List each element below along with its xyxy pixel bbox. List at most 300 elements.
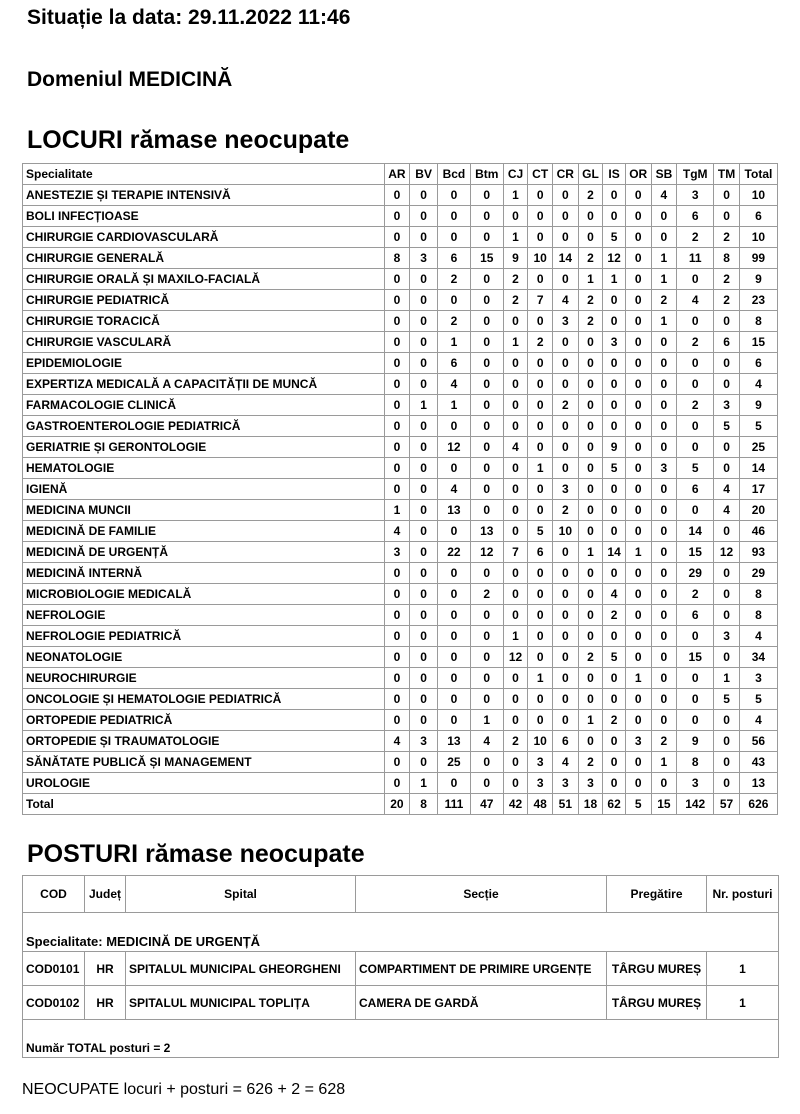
count-cell: 6 [552, 731, 578, 752]
col-header-tm: TM [714, 164, 740, 185]
count-cell: 8 [739, 311, 777, 332]
count-cell: 1 [651, 269, 677, 290]
count-cell: 0 [714, 458, 740, 479]
count-cell: 17 [739, 479, 777, 500]
count-cell: 0 [552, 647, 578, 668]
count-cell: 43 [739, 752, 777, 773]
count-cell: 0 [651, 395, 677, 416]
count-cell: 0 [470, 395, 503, 416]
count-cell: 6 [677, 206, 714, 227]
table-row [23, 773, 778, 794]
count-cell: 10 [528, 731, 553, 752]
count-cell: 11 [677, 248, 714, 269]
count-cell: 6 [437, 248, 470, 269]
count-cell: 0 [625, 521, 651, 542]
count-cell: 0 [528, 479, 553, 500]
count-cell: 0 [625, 185, 651, 206]
count-cell: 0 [437, 626, 470, 647]
count-cell: 2 [578, 290, 603, 311]
count-cell: 0 [677, 353, 714, 374]
count-cell: 0 [470, 269, 503, 290]
count-cell: 13 [470, 521, 503, 542]
count-cell: 0 [714, 437, 740, 458]
col-header-ar: AR [384, 164, 410, 185]
count-cell: 1 [437, 332, 470, 353]
table-row [23, 521, 778, 542]
count-cell: 0 [625, 311, 651, 332]
count-cell: 4 [603, 584, 626, 605]
count-cell: 2 [603, 710, 626, 731]
count-cell: 0 [603, 290, 626, 311]
count-cell: 0 [410, 437, 438, 458]
count-cell: 1 [528, 668, 553, 689]
table-row [23, 752, 778, 773]
count-cell: 0 [625, 248, 651, 269]
count-cell: 2 [437, 269, 470, 290]
count-cell: 5 [739, 416, 777, 437]
count-cell: 0 [714, 311, 740, 332]
count-cell: 0 [470, 563, 503, 584]
specialitate-label: Specialitate: MEDICINĂ DE URGENȚĂ [23, 913, 779, 952]
count-cell: 0 [503, 563, 528, 584]
count-cell: 0 [651, 353, 677, 374]
count-cell: 3 [603, 332, 626, 353]
count-cell: 3 [410, 248, 438, 269]
total-row [23, 794, 778, 815]
count-cell: 0 [528, 269, 553, 290]
count-cell: 9 [739, 395, 777, 416]
count-cell: 0 [503, 374, 528, 395]
count-cell: 4 [503, 437, 528, 458]
post-spital: SPITALUL MUNICIPAL GHEORGHENI [126, 952, 356, 986]
count-cell: 8 [410, 794, 438, 815]
count-cell: 14 [552, 248, 578, 269]
count-cell: 0 [503, 416, 528, 437]
count-cell: 15 [651, 794, 677, 815]
specialitate-cell: CHIRURGIE ORALĂ ȘI MAXILO-FACIALĂ [23, 269, 385, 290]
col-header-spital: Spital [126, 876, 356, 913]
count-cell: 0 [552, 332, 578, 353]
count-cell: 0 [470, 752, 503, 773]
count-cell: 5 [603, 647, 626, 668]
count-cell: 0 [578, 479, 603, 500]
count-cell: 0 [578, 521, 603, 542]
count-cell: 0 [578, 227, 603, 248]
count-cell: 0 [625, 584, 651, 605]
specialitate-cell: ORTOPEDIE PEDIATRICĂ [23, 710, 385, 731]
count-cell: 2 [677, 332, 714, 353]
count-cell: 0 [503, 668, 528, 689]
count-cell: 0 [625, 206, 651, 227]
count-cell: 2 [677, 395, 714, 416]
posturi-total-row [23, 1020, 779, 1058]
count-cell: 5 [625, 794, 651, 815]
count-cell: 0 [552, 710, 578, 731]
count-cell: 0 [437, 584, 470, 605]
count-cell: 0 [384, 710, 410, 731]
specialitate-cell: CHIRURGIE CARDIOVASCULARĂ [23, 227, 385, 248]
count-cell: 0 [651, 227, 677, 248]
table-row [23, 416, 778, 437]
count-cell: 6 [437, 353, 470, 374]
count-cell: 1 [578, 542, 603, 563]
count-cell: 3 [410, 731, 438, 752]
specialitate-cell: MICROBIOLOGIE MEDICALĂ [23, 584, 385, 605]
count-cell: 0 [714, 731, 740, 752]
neocupate-summary: NEOCUPATE locuri + posturi = 626 + 2 = 628 [22, 1081, 346, 1098]
col-header-cj: CJ [503, 164, 528, 185]
count-cell: 0 [410, 626, 438, 647]
count-cell: 2 [651, 290, 677, 311]
specialitate-cell: SĂNĂTATE PUBLICĂ ȘI MANAGEMENT [23, 752, 385, 773]
count-cell: 0 [503, 311, 528, 332]
count-cell: 3 [528, 773, 553, 794]
count-cell: 8 [384, 248, 410, 269]
count-cell: 0 [470, 479, 503, 500]
count-cell: 0 [603, 416, 626, 437]
count-cell: 3 [552, 773, 578, 794]
count-cell: 111 [437, 794, 470, 815]
specialitate-cell: EXPERTIZA MEDICALĂ A CAPACITĂȚII DE MUNCĂ [23, 374, 385, 395]
post-pregatire: TÂRGU MUREȘ [607, 952, 707, 986]
count-cell: 1 [625, 542, 651, 563]
count-cell: 14 [677, 521, 714, 542]
count-cell: 0 [578, 605, 603, 626]
count-cell: 3 [552, 479, 578, 500]
count-cell: 4 [739, 626, 777, 647]
count-cell: 2 [578, 185, 603, 206]
count-cell: 0 [552, 584, 578, 605]
specialitate-cell: CHIRURGIE VASCULARĂ [23, 332, 385, 353]
specialitate-cell: HEMATOLOGIE [23, 458, 385, 479]
count-cell: 0 [677, 269, 714, 290]
count-cell: 0 [603, 752, 626, 773]
table-row [23, 605, 778, 626]
situation-date-heading: Situație la data: 29.11.2022 11:46 [27, 6, 351, 29]
count-cell: 4 [437, 374, 470, 395]
specialitate-cell: MEDICINĂ INTERNĂ [23, 563, 385, 584]
count-cell: 0 [552, 542, 578, 563]
count-cell: 0 [437, 290, 470, 311]
count-cell: 0 [677, 689, 714, 710]
count-cell: 0 [651, 668, 677, 689]
count-cell: 0 [384, 626, 410, 647]
col-header-bcd: Bcd [437, 164, 470, 185]
count-cell: 4 [552, 752, 578, 773]
count-cell: 0 [625, 437, 651, 458]
specialitate-cell: CHIRURGIE GENERALĂ [23, 248, 385, 269]
count-cell: 9 [677, 731, 714, 752]
specialitate-cell: MEDICINA MUNCII [23, 500, 385, 521]
count-cell: 0 [603, 773, 626, 794]
count-cell: 25 [739, 437, 777, 458]
count-cell: 0 [528, 206, 553, 227]
posturi-section-title: POSTURI rămase neocupate [27, 840, 365, 868]
count-cell: 8 [739, 584, 777, 605]
count-cell: 0 [384, 563, 410, 584]
count-cell: 0 [603, 731, 626, 752]
count-cell: 5 [739, 689, 777, 710]
count-cell: 0 [603, 185, 626, 206]
count-cell: 0 [625, 563, 651, 584]
count-cell: 0 [651, 542, 677, 563]
count-cell: 0 [651, 710, 677, 731]
count-cell: 0 [528, 689, 553, 710]
count-cell: 12 [470, 542, 503, 563]
count-cell: 0 [470, 647, 503, 668]
count-cell: 0 [503, 353, 528, 374]
count-cell: 10 [739, 185, 777, 206]
count-cell: 15 [677, 542, 714, 563]
count-cell: 0 [410, 521, 438, 542]
count-cell: 0 [651, 689, 677, 710]
count-cell: 0 [651, 500, 677, 521]
count-cell: 0 [651, 437, 677, 458]
count-cell: 2 [603, 605, 626, 626]
count-cell: 0 [384, 311, 410, 332]
count-cell: 0 [651, 605, 677, 626]
count-cell: 29 [739, 563, 777, 584]
count-cell: 93 [739, 542, 777, 563]
count-cell: 0 [714, 521, 740, 542]
count-cell: 5 [528, 521, 553, 542]
table-row [23, 248, 778, 269]
count-cell: 0 [578, 416, 603, 437]
count-cell: 0 [651, 626, 677, 647]
count-cell: 0 [714, 605, 740, 626]
specialitate-cell: NEUROCHIRURGIE [23, 668, 385, 689]
count-cell: 0 [410, 500, 438, 521]
count-cell: 2 [714, 269, 740, 290]
count-cell: 3 [714, 626, 740, 647]
count-cell: 0 [625, 500, 651, 521]
specialitate-cell: EPIDEMIOLOGIE [23, 353, 385, 374]
count-cell: 0 [552, 227, 578, 248]
count-cell: 0 [470, 458, 503, 479]
specialitate-cell: NEFROLOGIE PEDIATRICĂ [23, 626, 385, 647]
table-row [23, 458, 778, 479]
count-cell: 0 [578, 353, 603, 374]
specialitate-cell: Total [23, 794, 385, 815]
col-header-nr-posturi: Nr. posturi [707, 876, 779, 913]
count-cell: 0 [677, 626, 714, 647]
count-cell: 0 [625, 605, 651, 626]
count-cell: 4 [739, 374, 777, 395]
specialitate-cell: CHIRURGIE TORACICĂ [23, 311, 385, 332]
count-cell: 2 [503, 290, 528, 311]
count-cell: 10 [528, 248, 553, 269]
count-cell: 0 [410, 542, 438, 563]
count-cell: 0 [503, 710, 528, 731]
count-cell: 14 [739, 458, 777, 479]
count-cell: 0 [625, 395, 651, 416]
count-cell: 0 [384, 374, 410, 395]
post-judet: HR [85, 986, 126, 1020]
col-header-pregatire: Pregătire [607, 876, 707, 913]
specialitate-cell: CHIRURGIE PEDIATRICĂ [23, 290, 385, 311]
count-cell: 4 [651, 185, 677, 206]
count-cell: 1 [437, 395, 470, 416]
count-cell: 4 [384, 731, 410, 752]
count-cell: 0 [651, 773, 677, 794]
count-cell: 51 [552, 794, 578, 815]
count-cell: 0 [651, 479, 677, 500]
table-row [23, 626, 778, 647]
specialitate-cell: GASTROENTEROLOGIE PEDIATRICĂ [23, 416, 385, 437]
count-cell: 2 [470, 584, 503, 605]
col-header-judet: Județ [85, 876, 126, 913]
count-cell: 48 [528, 794, 553, 815]
count-cell: 2 [677, 584, 714, 605]
count-cell: 0 [384, 605, 410, 626]
count-cell: 8 [714, 248, 740, 269]
count-cell: 0 [603, 206, 626, 227]
count-cell: 13 [739, 773, 777, 794]
count-cell: 0 [578, 374, 603, 395]
count-cell: 0 [714, 647, 740, 668]
count-cell: 1 [470, 710, 503, 731]
count-cell: 0 [528, 437, 553, 458]
count-cell: 2 [503, 269, 528, 290]
count-cell: 0 [410, 647, 438, 668]
count-cell: 2 [528, 332, 553, 353]
post-cod: COD0102 [23, 986, 85, 1020]
count-cell: 0 [384, 752, 410, 773]
count-cell: 0 [578, 332, 603, 353]
count-cell: 0 [528, 626, 553, 647]
count-cell: 0 [410, 584, 438, 605]
specialitate-cell: FARMACOLOGIE CLINICĂ [23, 395, 385, 416]
count-cell: 4 [714, 500, 740, 521]
count-cell: 0 [603, 311, 626, 332]
count-cell: 0 [528, 227, 553, 248]
count-cell: 9 [739, 269, 777, 290]
count-cell: 0 [470, 773, 503, 794]
table-row [23, 374, 778, 395]
count-cell: 0 [384, 479, 410, 500]
count-cell: 0 [578, 395, 603, 416]
post-sectie: COMPARTIMENT DE PRIMIRE URGENȚE [356, 952, 607, 986]
count-cell: 0 [528, 710, 553, 731]
count-cell: 0 [552, 374, 578, 395]
count-cell: 0 [410, 374, 438, 395]
count-cell: 0 [410, 311, 438, 332]
domain-heading: Domeniul MEDICINĂ [27, 68, 233, 91]
count-cell: 0 [384, 416, 410, 437]
count-cell: 3 [384, 542, 410, 563]
count-cell: 0 [503, 689, 528, 710]
count-cell: 0 [603, 395, 626, 416]
count-cell: 29 [677, 563, 714, 584]
count-cell: 15 [677, 647, 714, 668]
post-sectie: CAMERA DE GARDĂ [356, 986, 607, 1020]
table-row [23, 437, 778, 458]
post-row [23, 986, 779, 1020]
count-cell: 0 [470, 500, 503, 521]
count-cell: 1 [603, 269, 626, 290]
col-header-sb: SB [651, 164, 677, 185]
specialitate-row [23, 913, 779, 952]
count-cell: 0 [552, 437, 578, 458]
count-cell: 0 [677, 437, 714, 458]
count-cell: 0 [470, 311, 503, 332]
count-cell: 3 [739, 668, 777, 689]
col-header-cr: CR [552, 164, 578, 185]
count-cell: 0 [410, 185, 438, 206]
count-cell: 0 [503, 752, 528, 773]
count-cell: 0 [528, 374, 553, 395]
locuri-header-row [23, 164, 778, 185]
post-judet: HR [85, 952, 126, 986]
count-cell: 6 [677, 605, 714, 626]
count-cell: 7 [503, 542, 528, 563]
count-cell: 23 [739, 290, 777, 311]
count-cell: 0 [437, 710, 470, 731]
count-cell: 0 [503, 521, 528, 542]
count-cell: 2 [503, 731, 528, 752]
count-cell: 0 [625, 752, 651, 773]
count-cell: 0 [603, 563, 626, 584]
count-cell: 0 [578, 584, 603, 605]
count-cell: 0 [677, 311, 714, 332]
count-cell: 0 [410, 668, 438, 689]
count-cell: 0 [410, 479, 438, 500]
col-header-tgm: TgM [677, 164, 714, 185]
count-cell: 56 [739, 731, 777, 752]
count-cell: 0 [503, 395, 528, 416]
col-header-specialitate: Specialitate [23, 164, 385, 185]
count-cell: 0 [603, 689, 626, 710]
count-cell: 0 [552, 353, 578, 374]
count-cell: 0 [528, 311, 553, 332]
count-cell: 0 [528, 395, 553, 416]
count-cell: 0 [384, 227, 410, 248]
table-row [23, 584, 778, 605]
count-cell: 0 [625, 332, 651, 353]
count-cell: 0 [552, 458, 578, 479]
count-cell: 0 [625, 269, 651, 290]
count-cell: 34 [739, 647, 777, 668]
count-cell: 20 [739, 500, 777, 521]
count-cell: 1 [384, 500, 410, 521]
count-cell: 0 [625, 290, 651, 311]
count-cell: 0 [714, 353, 740, 374]
col-header-btm: Btm [470, 164, 503, 185]
count-cell: 0 [625, 458, 651, 479]
count-cell: 1 [651, 311, 677, 332]
count-cell: 0 [578, 668, 603, 689]
count-cell: 0 [625, 227, 651, 248]
specialitate-cell: UROLOGIE [23, 773, 385, 794]
count-cell: 3 [552, 311, 578, 332]
count-cell: 0 [528, 584, 553, 605]
table-row [23, 479, 778, 500]
count-cell: 6 [739, 206, 777, 227]
post-row [23, 952, 779, 986]
count-cell: 0 [603, 479, 626, 500]
count-cell: 14 [603, 542, 626, 563]
specialitate-cell: ANESTEZIE ȘI TERAPIE INTENSIVĂ [23, 185, 385, 206]
count-cell: 0 [603, 521, 626, 542]
specialitate-cell: IGIENĂ [23, 479, 385, 500]
count-cell: 0 [410, 416, 438, 437]
count-cell: 5 [677, 458, 714, 479]
count-cell: 0 [410, 353, 438, 374]
count-cell: 0 [552, 689, 578, 710]
count-cell: 0 [552, 668, 578, 689]
count-cell: 0 [625, 773, 651, 794]
count-cell: 0 [503, 605, 528, 626]
